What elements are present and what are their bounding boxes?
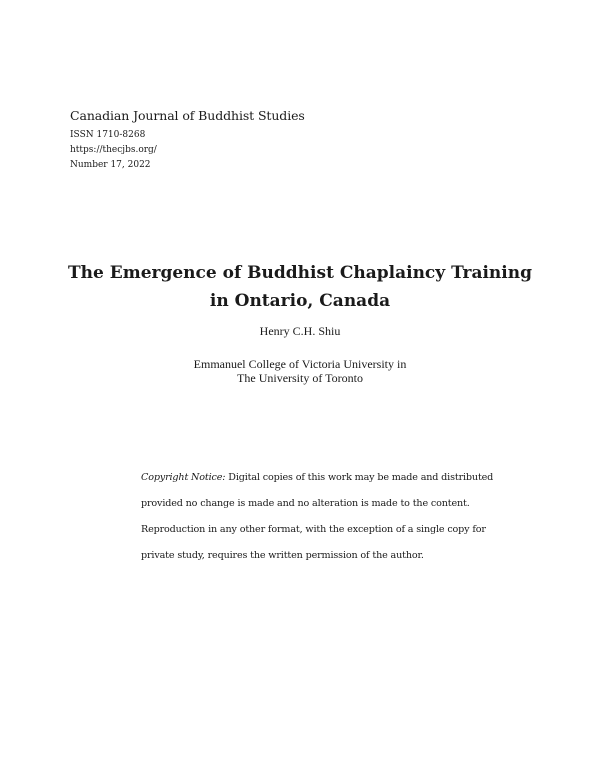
copyright-notice-text-1: Digital copies of this work may be made and distributed — [225, 472, 494, 483]
copyright-notice-line-1 — [141, 465, 494, 491]
journal-issn: ISSN 1710-8268 — [70, 130, 146, 140]
copyright-notice-line-4: private study, requires the written permission of the author. — [141, 550, 424, 561]
article-author: Henry C.H. Shiu — [259, 324, 341, 338]
journal-name: Canadian Journal of Buddhist Studies — [70, 108, 305, 123]
affiliation-line-2: The University of Toronto — [237, 371, 363, 385]
article-title — [60, 259, 540, 315]
copyright-notice — [141, 465, 494, 569]
copyright-notice-line-3: Reproduction in any other format, with the exception of a single copy for — [141, 524, 486, 535]
journal-header — [70, 108, 390, 173]
copyright-notice-line-2: provided no change is made and no alteration is made to the content. — [141, 498, 470, 509]
journal-url[interactable]: https://thecjbs.org/ — [70, 145, 157, 155]
author-affiliation — [60, 357, 540, 385]
article-title-line-1: The Emergence of Buddhist Chaplaincy Training — [68, 263, 532, 283]
affiliation-line-1: Emmanuel College of Victoria University in — [193, 357, 407, 371]
article-title-line-2: in Ontario, Canada — [209, 291, 391, 311]
journal-issue: Number 17, 2022 — [70, 160, 151, 170]
copyright-notice-label: Copyright Notice: — [141, 472, 226, 483]
